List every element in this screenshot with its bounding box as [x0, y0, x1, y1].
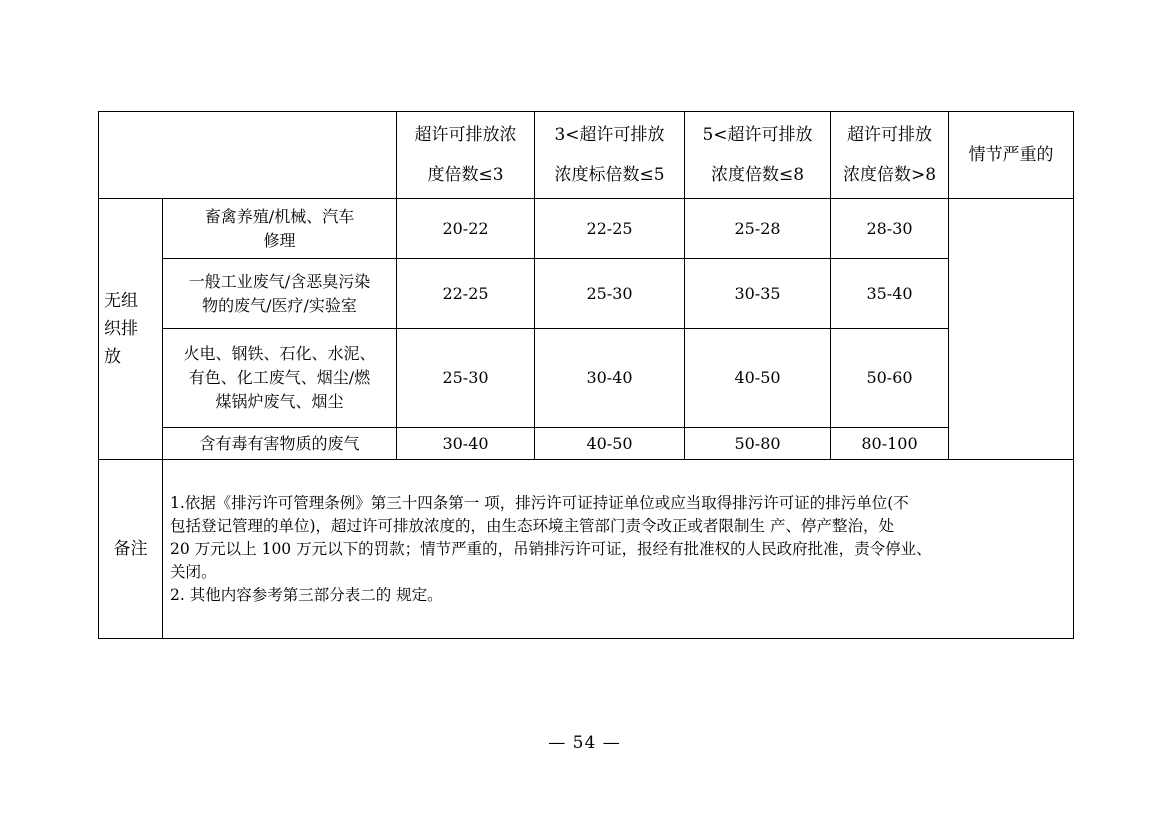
value-cell: 20-22	[397, 199, 535, 259]
category-cell	[163, 259, 397, 329]
serious-cases-cell	[949, 199, 1074, 460]
remark-line: 包括登记管理的单位)，超过许可排放浓度的，由生态环境主管部门责令改正或者限制生 产、停产整治，处	[170, 516, 894, 535]
header-col-3-line-2: 浓度倍数≤8	[710, 165, 805, 185]
value-cell: 25-30	[535, 259, 685, 329]
page-number: — 54 —	[548, 733, 621, 753]
value-cell: 30-35	[685, 259, 831, 329]
table-header-row	[99, 112, 1074, 199]
category-line: 含有毒有害物质的废气	[199, 433, 360, 453]
category-line: 物的废气/医疗/实验室	[202, 295, 357, 315]
value-cell: 25-30	[397, 329, 535, 428]
header-col-3-line-1: 5<超许可排放	[702, 125, 813, 145]
category-cell	[163, 329, 397, 428]
category-line: 有色、化工废气、烟尘/燃	[188, 368, 371, 387]
remark-line: 1.依据《排污许可管理条例》第三十四条第一 项，排污许可证持证单位或应当取得排污许可证的排污单位(不	[170, 493, 909, 512]
group-label-line-1: 无组	[104, 291, 138, 311]
category-line: 畜禽养殖/机械、汽车	[204, 206, 355, 226]
value-cell: 80-100	[831, 428, 949, 460]
header-col-1	[397, 112, 535, 199]
table-row	[99, 329, 1074, 428]
value-cell: 50-60	[831, 329, 949, 428]
category-line: 火电、钢铁、石化、水泥、	[183, 344, 376, 363]
remarks-row	[99, 460, 1074, 639]
category-line: 一般工业废气/含恶臭污染	[188, 271, 371, 291]
category-line: 煤锅炉废气、烟尘	[215, 392, 344, 411]
header-col-3	[685, 112, 831, 199]
value-cell: 28-30	[831, 199, 949, 259]
group-label-line-2: 织排	[104, 319, 138, 339]
remark-line: 关闭。	[170, 562, 217, 581]
remark-line: 20 万元以上 100 万元以下的罚款；情节严重的，吊销排污许可证，报经有批准权的人民政府批准，责令停业、	[170, 539, 932, 558]
header-col-2-line-2: 浓度标倍数≤5	[554, 165, 665, 185]
header-col-1-line-1: 超许可排放浓	[414, 125, 517, 145]
group-label-cell	[99, 199, 163, 460]
header-col-2	[535, 112, 685, 199]
header-col-4	[831, 112, 949, 199]
remark-line: 2. 其他内容参考第三部分表二的 规定。	[170, 585, 443, 604]
header-col-5: 情节严重的	[949, 112, 1074, 199]
header-col-4-line-1: 超许可排放	[847, 125, 932, 145]
remarks-content	[163, 460, 1074, 639]
table-row	[99, 199, 1074, 259]
header-col-1-line-2: 度倍数≤3	[427, 165, 504, 185]
value-cell: 30-40	[397, 428, 535, 460]
remarks-label: 备注	[99, 460, 163, 639]
penalty-table	[98, 111, 1074, 639]
value-cell: 22-25	[397, 259, 535, 329]
header-col-4-line-2: 浓度倍数>8	[842, 165, 937, 185]
table-row	[99, 428, 1074, 460]
header-blank-cell	[99, 112, 397, 199]
value-cell: 25-28	[685, 199, 831, 259]
value-cell: 30-40	[535, 329, 685, 428]
category-cell	[163, 199, 397, 259]
value-cell: 22-25	[535, 199, 685, 259]
category-line: 修理	[263, 230, 296, 250]
header-col-2-line-1: 3<超许可排放	[554, 125, 665, 145]
group-label-line-3: 放	[104, 347, 121, 367]
value-cell: 40-50	[535, 428, 685, 460]
table-row	[99, 259, 1074, 329]
value-cell: 50-80	[685, 428, 831, 460]
value-cell: 40-50	[685, 329, 831, 428]
category-cell	[163, 428, 397, 460]
value-cell: 35-40	[831, 259, 949, 329]
